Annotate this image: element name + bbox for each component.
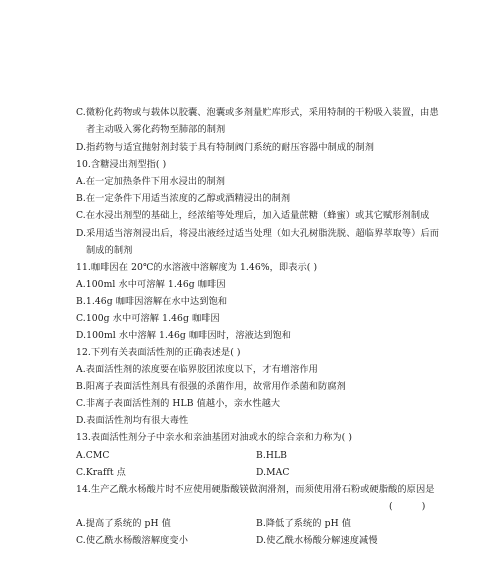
q13-stem: 13.表面活性剂分子中亲水和亲油基团对油或水的综合亲和力称为( ) [76, 432, 353, 443]
q9-option-c: C.微粉化药物或与载体以胶囊、泡囊或多剂量贮库形式，采用特制的干粉吸入装置，由患 [76, 107, 439, 118]
q11-option-c: C.100g 水中可溶解 1.46g 咖啡因 [76, 313, 220, 324]
q11-option-d: D.100ml 水中溶解 1.46g 咖啡因时，溶液达到饱和 [76, 330, 292, 341]
q13-option-b: B.HLB [256, 450, 288, 461]
q10-option-d-cont: 制成的制剂 [86, 245, 133, 256]
q12-option-d: D.表面活性剂均有很大毒性 [76, 415, 189, 426]
q12-option-a: A.表面活性剂的浓度要在临界胶团浓度以下，才有增溶作用 [76, 364, 318, 375]
q14-option-d: D.使乙酰水杨酸分解速度减慢 [256, 535, 378, 546]
q13-option-d: D.MAC [256, 467, 290, 478]
q11-stem: 11.咖啡因在 20℃的水溶液中溶解度为 1.46%，即表示( ) [76, 262, 318, 273]
q10-stem: 10.含糖浸出剂型指( ) [76, 159, 167, 170]
q10-option-a: A.在一定加热条件下用水浸出的制剂 [76, 176, 226, 187]
q11-option-b: B.1.46g 咖啡因溶解在水中达到饱和 [76, 296, 228, 307]
q14-answer-blank: ( ) [389, 501, 426, 512]
q14-option-a: A.提高了系统的 pH 值 [76, 518, 171, 529]
q12-stem: 12.下列有关表面活性剂的正确表述是( ) [76, 347, 241, 358]
q10-option-b: B.在一定条件下用适当浓度的乙醇或酒精浸出的制剂 [76, 193, 291, 204]
q10-option-d: D.采用适当溶剂浸出后，将浸出液经过适当处理（如大孔树脂洗脱、超临界萃取等）后而 [76, 228, 440, 239]
q9-option-d: D.指药物与适宜抛射剂封装于具有特制阀门系统的耐压容器中制成的制剂 [76, 142, 375, 153]
q14-option-b: B.降低了系统的 pH 值 [256, 518, 352, 529]
q11-option-a: A.100ml 水中可溶解 1.46g 咖啡因 [76, 279, 226, 290]
q14-stem: 14.生产乙酰水杨酸片时不应使用硬脂酸镁做润滑剂，而须使用滑石粉或硬脂酸的原因是 [76, 484, 435, 495]
q9-option-c-cont: 者主动吸入雾化药物至肺部的制剂 [86, 124, 226, 135]
q13-option-a: A.CMC [76, 450, 110, 461]
q14-option-c: C.使乙酰水杨酸溶解度变小 [76, 535, 188, 546]
q12-option-c: C.非离子表面活性剂的 HLB 值越小，亲水性越大 [76, 398, 281, 409]
q12-option-b: B.阳离子表面活性剂具有很强的杀菌作用，故常用作杀菌和防腐剂 [76, 381, 346, 392]
q10-option-c: C.在水浸出剂型的基础上，经浓缩等处理后，加入适量蔗糖（蜂蜜）或其它赋形剂制成 [76, 210, 430, 221]
q13-option-c: C.Krafft 点 [76, 467, 126, 478]
